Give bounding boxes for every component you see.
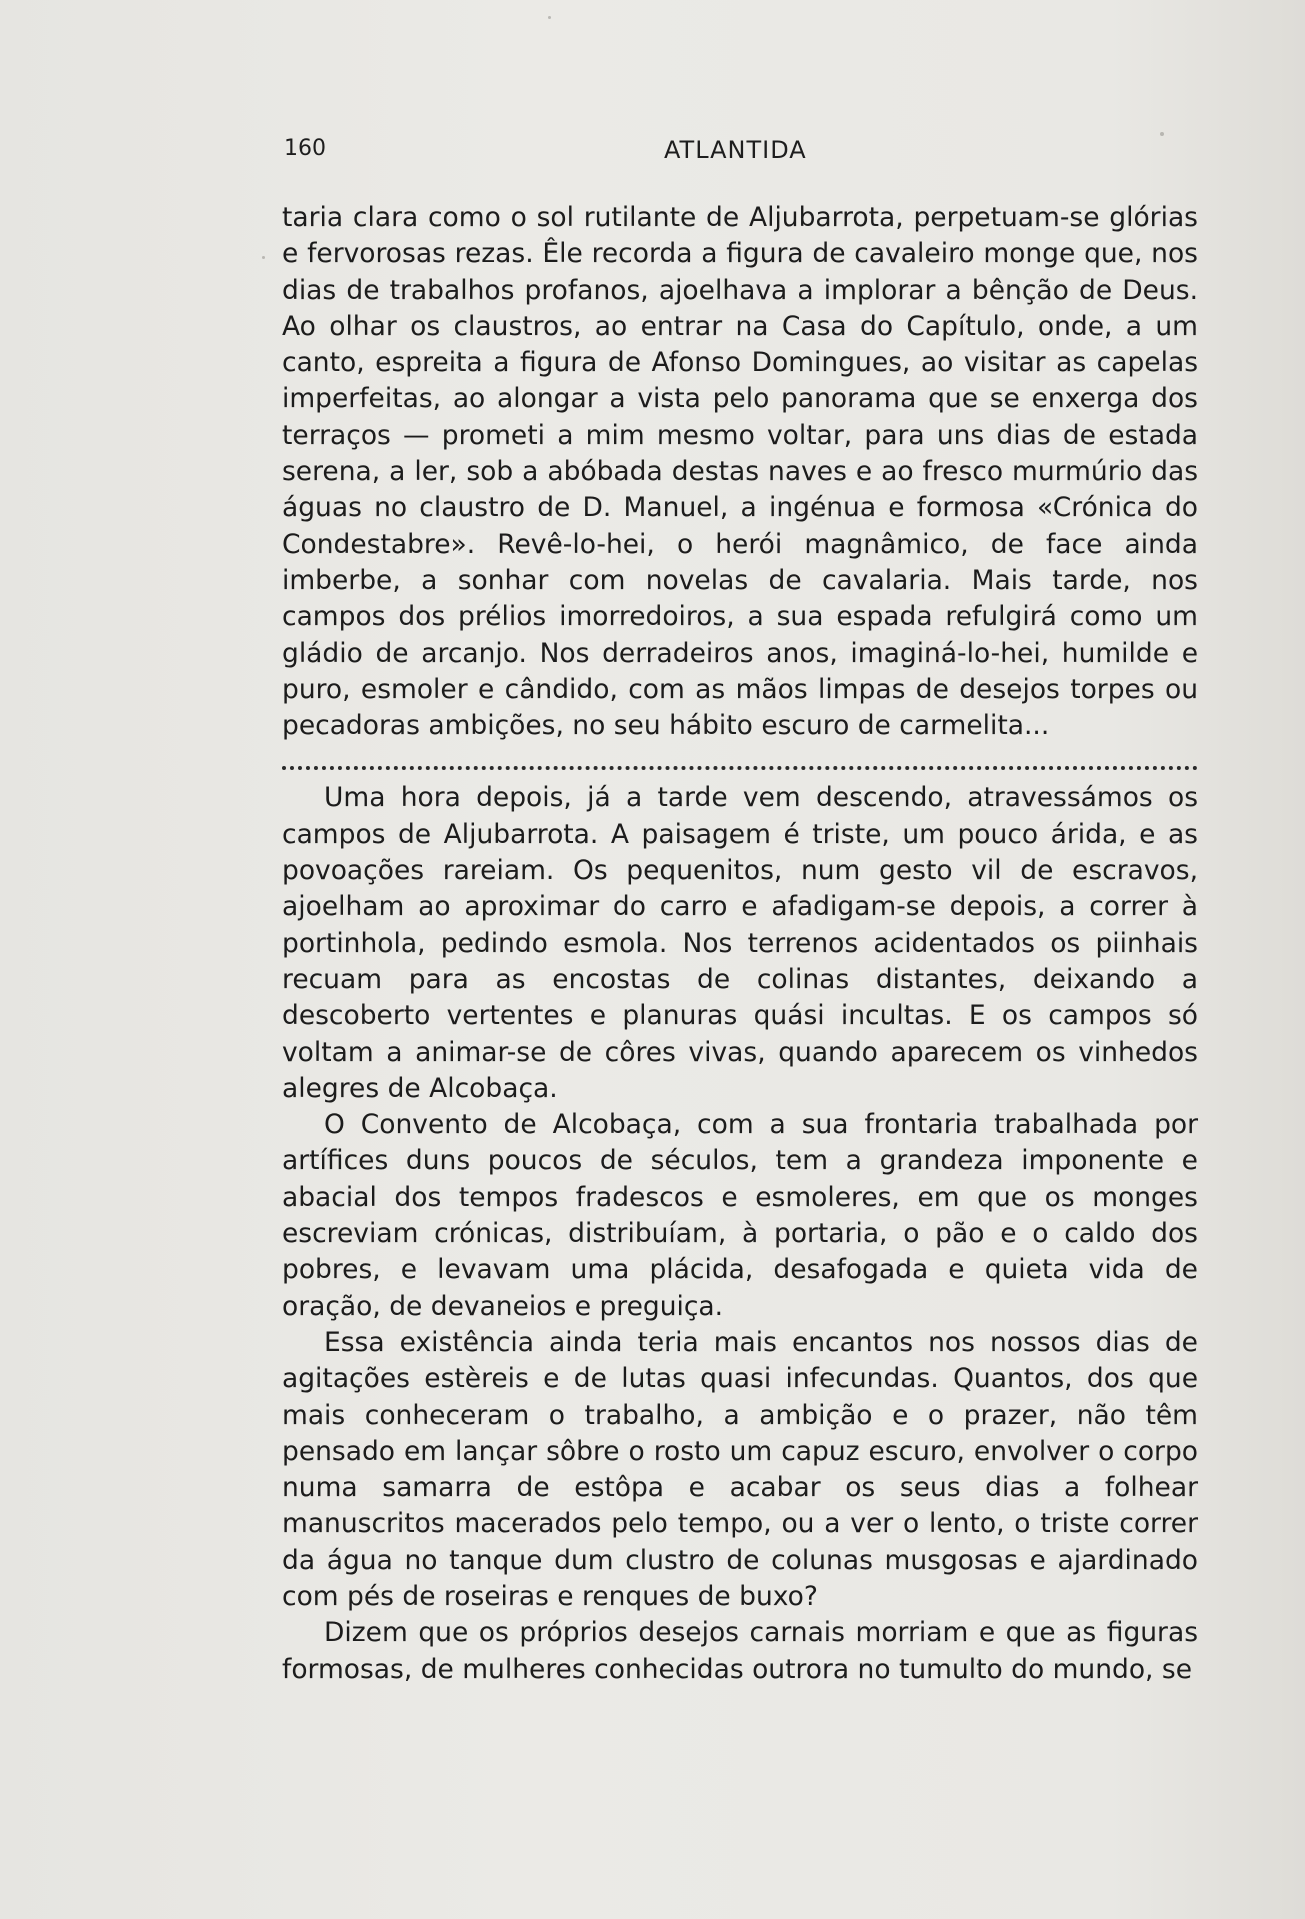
page-header: [284, 136, 1194, 176]
running-title: ATLANTIDA: [664, 136, 807, 164]
paragraph: Dizem que os próprios desejos carnais morriam e que as figuras formosas, de mulheres conhecidas outrora no tumulto do mundo, se: [282, 1617, 1198, 1685]
paper-speck: [1160, 132, 1164, 136]
page-number: 160: [284, 136, 326, 161]
paragraph: O Convento de Alcobaça, com a sua frontaria trabalhada por artífices duns poucos de séculos, tem a grandeza imponente e abacial dos tempos fradescos e esmoleres, em que os monges escreviam crónicas, distribuíam, à portaria, o pão e o caldo dos pobres, e levavam uma plácida, desafogada e quieta vida de oração, de devaneios e preguiça.: [282, 1109, 1198, 1322]
paper-speck: [262, 256, 265, 259]
paper-speck: [548, 16, 551, 19]
section-break-dotted-rule: [282, 744, 1198, 780]
paragraph: Essa existência ainda teria mais encantos nos nossos dias de agitações estèreis e de lutas quasi infecundas. Quantos, dos que mais conheceram o trabalho, a ambição e o prazer, não têm pensado em lançar sôbre o rosto um capuz escuro, envolver o corpo numa samarra de estôpa e acabar os seus dias a folhear manuscritos macerados pelo tempo, ou a ver o lento, o triste correr da água no tanque dum clustro de colunas musgosas e ajardinado com pés de roseiras e renques de buxo?: [282, 1326, 1198, 1612]
body-text: [282, 200, 1198, 1688]
paragraph-continued: taria clara como o sol rutilante de Aljubarrota, perpetuam-se glórias e fervorosas rezas. Êle recorda a figura de cavaleiro monge que, nos dias de trabalhos profanos, ajoelhava a implorar a bênção de Deus. Ao olhar os claustros, ao entrar na Casa do Capítulo, onde, a um canto, espreita a figura de Afonso Domingues, ao visitar as capelas imperfeitas, ao alongar a vista pelo panorama que se enxerga dos terraços — prometi a mim mesmo voltar, para uns dias de estada serena, a ler, sob a abóbada destas naves e ao fresco murmúrio das águas no claustro de D. Manuel, a ingénua e formosa «Crónica do Condestabre». Revê-lo-hei, o herói magnâmico, de face ainda imberbe, a sonhar com novelas de cavalaria. Mais tarde, nos campos dos prélios imorredoiros, a sua espada refulgirá como um gládio de arcanjo. Nos derradeiros anos, imaginá-lo-hei, humilde e puro, esmoler e cândido, com as mãos limpas de desejos torpes ou pecadoras ambições, no seu hábito escuro de carmelita...: [282, 202, 1198, 742]
paragraph: Uma hora depois, já a tarde vem descendo, atravessámos os campos de Aljubarrota. A paisagem é triste, um pouco árida, e as povoações rareiam. Os pequenitos, num gesto vil de escravos, ajoelham ao aproximar do carro e afadigam-se depois, a correr à portinhola, pedindo esmola. Nos terrenos acidentados os piinhais recuam para as encostas de colinas distantes, deixando a descoberto vertentes e planuras quási incultas. E os campos só voltam a animar-se de côres vivas, quando aparecem os vinhedos alegres de Alcobaça.: [282, 782, 1198, 1104]
